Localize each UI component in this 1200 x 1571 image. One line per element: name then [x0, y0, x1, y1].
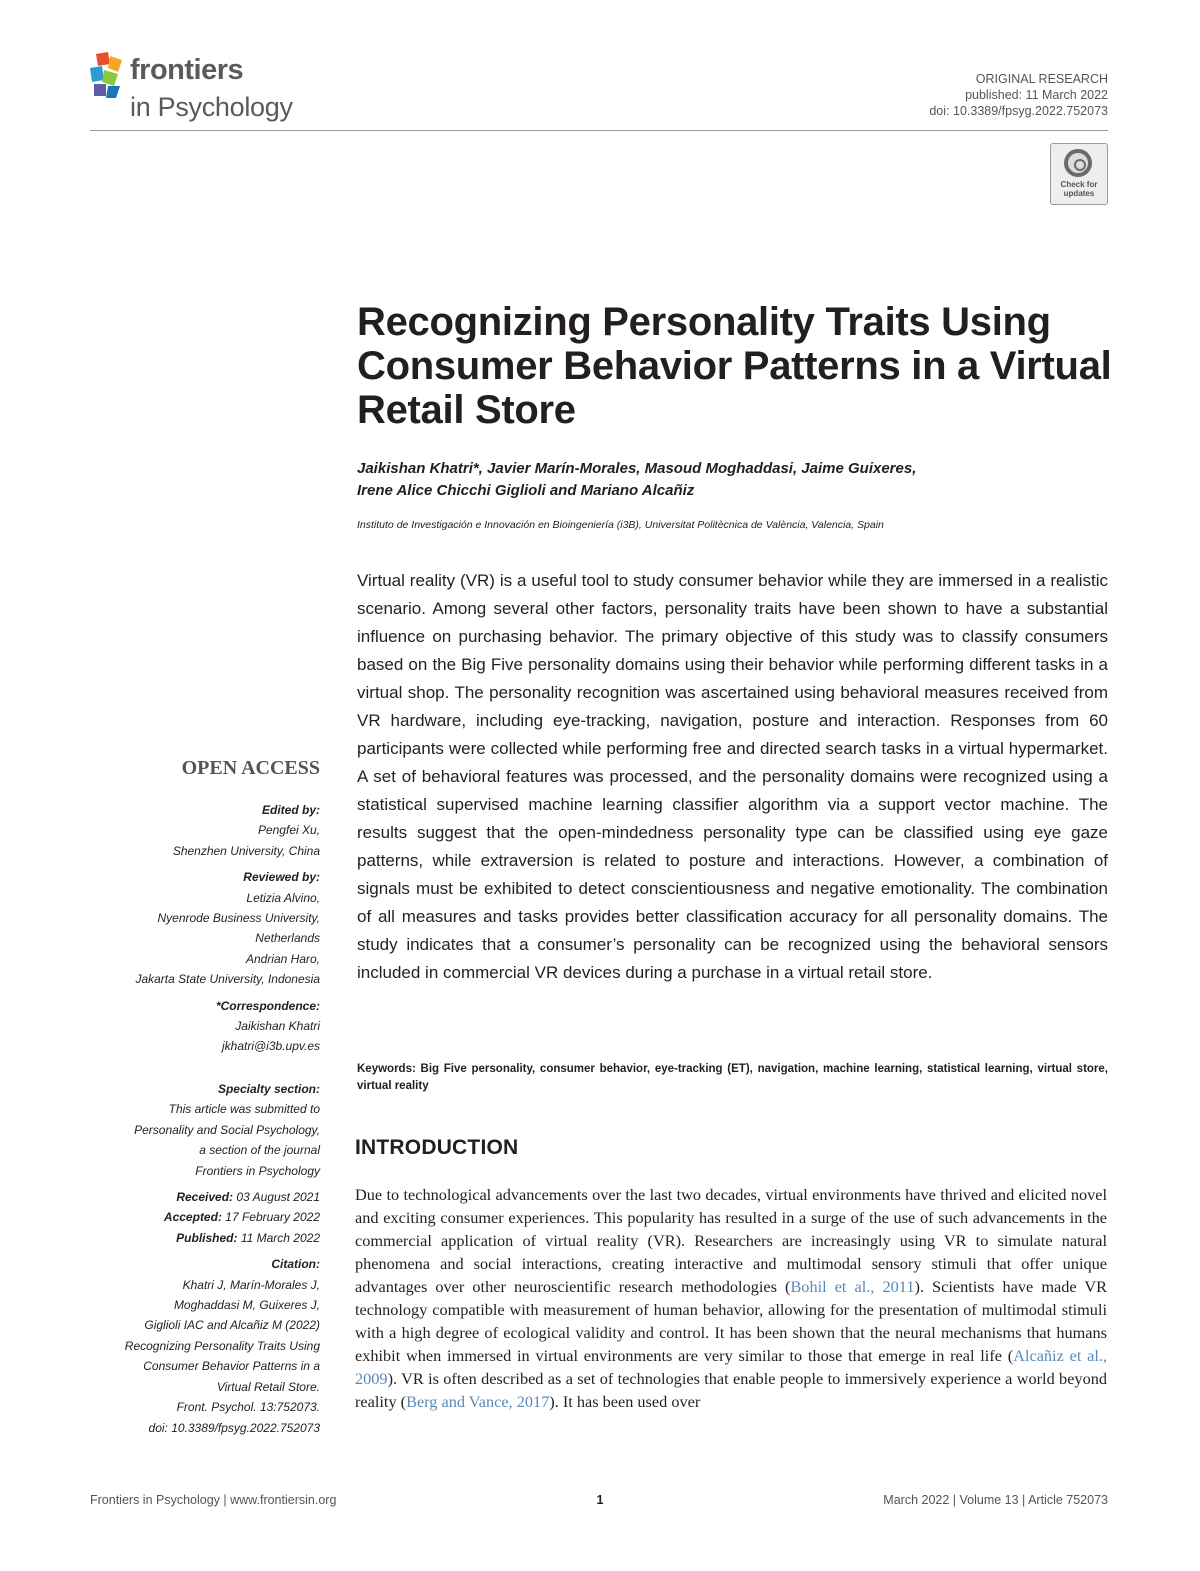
- specialty-line: a section of the journal: [199, 1143, 320, 1158]
- affiliation: Instituto de Investigación e Innovación en Bioingeniería (i3B), Universitat Politècnica de València, Valencia, Spain: [357, 519, 884, 531]
- published-label: Published:: [176, 1230, 238, 1245]
- correspondence-label: *Correspondence:: [215, 998, 320, 1013]
- correspondence-name: Jaikishan Khatri: [235, 1019, 320, 1034]
- edited-by-label: Edited by:: [261, 803, 320, 817]
- intro-text: Due to technological advancements over the last two decades, virtual environments have thrived and elicited novel and exciting consumer experiences. This popularity has resulted in a surge of the use of such advancements in the commercial application of virtual reality (VR). Researchers are increasingly using VR to simulate natural phenomena and social interactions, creating interactive and multimodal sensory stimuli that offer unique advantages over other neuroscientific research methodologies (: [355, 1185, 1107, 1296]
- citation-line: Moghaddasi M, Guixeres J,: [173, 1298, 320, 1313]
- citation-line: Giglioli IAC and Alcañiz M (2022): [144, 1318, 320, 1333]
- citation-label: Citation:: [271, 1257, 320, 1272]
- introduction-paragraph: [355, 1183, 1107, 1413]
- published-date: published: 11 March 2022: [965, 88, 1108, 102]
- citation-doi[interactable]: doi: 10.3389/fpsyg.2022.752073: [148, 1420, 320, 1435]
- received-date: [88, 1187, 320, 1207]
- authors-line: Jaikishan Khatri*, Javier Marín-Morales, Masoud Moghaddasi, Jaime Guixeres,: [357, 460, 917, 477]
- article-meta: [929, 71, 1108, 119]
- keywords-list: Big Five personality, consumer behavior, eye-tracking (ET), navigation, machine learning, statistical learning, virtual store, virtual reality: [357, 1063, 1108, 1092]
- abstract: Virtual reality (VR) is a useful tool to study consumer behavior while they are immersed in a realistic scenario. Among several other factors, personality traits have been shown to have a substantial influence on purchasing behavior. The primary objective of this study was to classify consumers based on the Big Five personality domains using their behavior while performing different tasks in a virtual shop. The personality recognition was ascertained using behavioral measures received from VR hardware, including eye-tracking, navigation, posture and interaction. Responses from 60 participants were collected while performing free and directed search tasks in a virtual hypermarket. A set of behavioral features was processed, and the personality domains were recognized using a statistical supervised machine learning classifier algorithm via a support vector machine. The results suggest that the open-mindedness personality type can be classified using eye gaze patterns, while extraversion is related to posture and interactions. However, a combination of signals must be exhibited to detect conscientiousness and negative emotionality. The combination of all measures and tasks provides better classification accuracy for all personality domains. The study indicates that a consumer’s personality can be recognized using the behavioral sensors included in commercial VR devices during a purchase in a virtual retail store.: [357, 571, 1108, 982]
- accepted-date: [88, 1207, 320, 1227]
- intro-text: ). VR is often described as a set of technologies that enable people to immersively experience a world beyond reality (: [355, 1369, 1107, 1411]
- journal-logo[interactable]: [88, 50, 328, 130]
- reviewer-line: Jakarta State University, Indonesia: [135, 972, 320, 987]
- published-value: 11 March 2022: [237, 1230, 320, 1245]
- specialty-line: Personality and Social Psychology,: [134, 1122, 320, 1137]
- citation-link[interactable]: Berg and Vance, 2017: [406, 1392, 550, 1411]
- authors-line: Irene Alice Chicchi Giglioli and Mariano Alcañiz: [357, 482, 695, 499]
- keywords-label: Keywords:: [357, 1063, 416, 1075]
- footer-issue-info: March 2022 | Volume 13 | Article 752073: [883, 1493, 1108, 1507]
- citation-line: Khatri J, Marín-Morales J,: [182, 1277, 320, 1292]
- received-value: 03 August 2021: [233, 1190, 320, 1205]
- doi-link[interactable]: doi: 10.3389/fpsyg.2022.752073: [929, 104, 1108, 118]
- specialty-section: [88, 1079, 320, 1181]
- citation: [88, 1254, 320, 1438]
- frontiers-logo-icon: [88, 52, 132, 98]
- specialty-line: Frontiers in Psychology: [195, 1163, 320, 1178]
- logo-word-frontiers: frontiers: [130, 54, 244, 86]
- received-label: Received:: [176, 1190, 234, 1205]
- citation-line: Recognizing Personality Traits Using: [124, 1338, 320, 1353]
- dates: [88, 1187, 320, 1248]
- specialty-line: This article was submitted to: [168, 1102, 320, 1117]
- author-list: [357, 458, 1117, 502]
- intro-text: ). Scientists have made VR technology compatible with measurement of human behavior, allowing for the presentation of multimodal stimuli with a high degree of ecological validity and control. It has been shown that the neural mechanisms that humans exhibit when immersed in virtual environments are very similar to those that emerge in real life (: [355, 1277, 1107, 1365]
- citation-line: Virtual Retail Store.: [216, 1379, 320, 1394]
- logo-word-journal: in Psychology: [130, 92, 293, 122]
- correspondence-email[interactable]: jkhatri@i3b.upv.es: [221, 1039, 320, 1054]
- keywords: [357, 1061, 1108, 1095]
- intro-text: ). It has been used over: [549, 1392, 701, 1411]
- crossmark-label: Check for updates: [1060, 180, 1098, 198]
- reviewed-by-label: Reviewed by:: [243, 870, 320, 885]
- accepted-label: Accepted:: [163, 1210, 222, 1225]
- page-number: 1: [596, 1493, 604, 1507]
- sidebar-article-info: [88, 1079, 320, 1444]
- accepted-value: 17 February 2022: [221, 1210, 320, 1225]
- reviewer-line: Nyenrode Business University,: [157, 911, 320, 926]
- reviewer-line: Andrian Haro,: [245, 951, 320, 966]
- reviewed-by: [88, 867, 320, 989]
- citation-link[interactable]: Alcañiz et al., 2009: [355, 1346, 1108, 1388]
- section-heading-introduction: INTRODUCTION: [355, 1136, 519, 1159]
- article-type: ORIGINAL RESEARCH: [975, 72, 1108, 86]
- editor-name: Pengfei Xu,: [257, 823, 320, 838]
- article-title: Recognizing Personality Traits Using Consumer Behavior Patterns in a Virtual Retail Store: [357, 300, 1112, 432]
- edited-by: [88, 800, 320, 861]
- check-for-updates-badge[interactable]: [1050, 143, 1108, 205]
- editor-affiliation: Shenzhen University, China: [172, 843, 320, 858]
- reviewer-line: Netherlands: [255, 931, 320, 946]
- specialty-label: Specialty section:: [217, 1082, 320, 1096]
- footer-journal[interactable]: Frontiers in Psychology | www.frontiersin.org: [90, 1493, 337, 1507]
- citation-line: Front. Psychol. 13:752073.: [176, 1400, 320, 1415]
- correspondence: [88, 996, 320, 1057]
- crossmark-icon: [1064, 149, 1092, 177]
- published-date-sidebar: [88, 1228, 320, 1248]
- citation-link[interactable]: Bohil et al., 2011: [790, 1277, 915, 1296]
- header-rule: [90, 130, 1108, 131]
- open-access-label: OPEN ACCESS: [181, 757, 320, 779]
- citation-line: Consumer Behavior Patterns in a: [143, 1359, 320, 1374]
- sidebar-editorial-info: [88, 800, 320, 1063]
- reviewer-line: Letizia Alvino,: [246, 890, 320, 905]
